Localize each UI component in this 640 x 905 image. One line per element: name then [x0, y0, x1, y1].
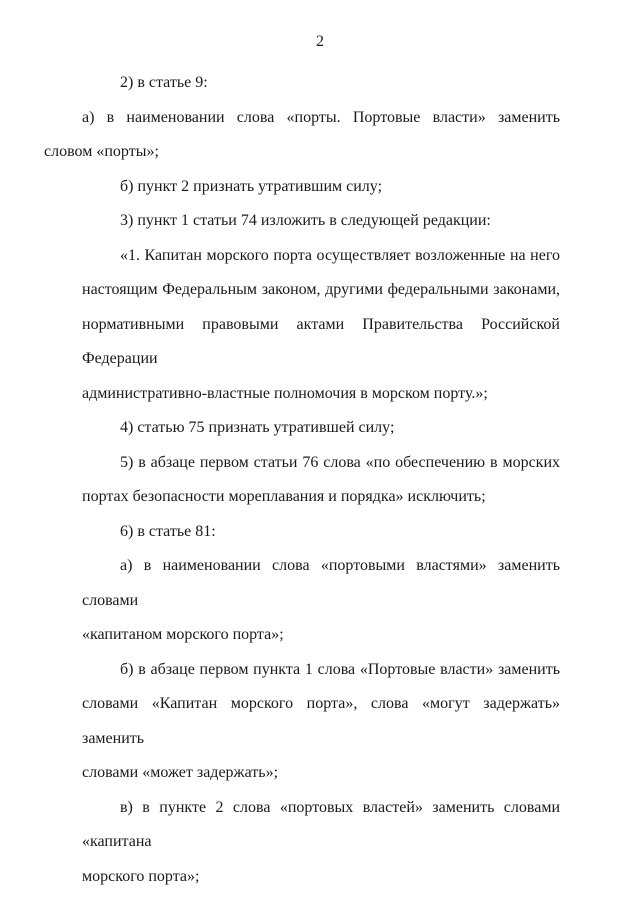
text-line: 6) в статье 81:	[120, 522, 216, 540]
text-line: в) в пункте 2 слова «портовых властей» заменить словами «капитана	[82, 798, 560, 850]
text-line: «1. Капитан морского порта осуществляет возложенные на него	[120, 246, 560, 264]
paragraph-article-74-text	[82, 239, 560, 412]
text-line: словом «порты»;	[44, 143, 159, 160]
text-line: б) пункт 2 признать утратившим силу;	[120, 177, 383, 195]
text-line: словами «может задержать»;	[82, 764, 279, 781]
paragraph-article-9-a	[44, 101, 560, 170]
text-line: морского порта»;	[82, 867, 200, 885]
text-line: словами «Капитан морского порта», слова «могут задержать» заменить	[82, 695, 560, 747]
paragraph-article-81-v	[82, 791, 560, 895]
text-line: «капитаном морского порта»;	[82, 626, 284, 643]
paragraph-article-75	[82, 411, 560, 446]
paragraph-article-81-a	[82, 549, 560, 653]
text-line: а) в наименовании слова «портовыми властями» заменить словами	[82, 557, 560, 609]
paragraph-article-81-b	[82, 653, 560, 791]
text-line: настоящим Федеральным законом, другими федеральными законами,	[82, 281, 560, 298]
text-line: 4) статью 75 признать утратившей силу;	[120, 419, 395, 436]
text-line: нормативными правовыми актами Правительства Российской Федерации	[82, 315, 560, 367]
paragraph-article-9-b	[82, 170, 560, 205]
text-line: б) в абзаце первом пункта 1 слова «Портовые власти» заменить	[120, 660, 560, 678]
text-line: 3) пункт 1 статьи 74 изложить в следующей редакции:	[120, 212, 491, 229]
text-line: 5) в абзаце первом статьи 76 слова «по обеспечению в морских	[120, 453, 560, 471]
text-line: 2) в статье 9:	[120, 74, 208, 91]
text-line: а) в наименовании слова «порты. Портовые власти» заменить	[82, 108, 560, 126]
document-body	[44, 66, 560, 894]
paragraph-article-9	[82, 66, 560, 101]
paragraph-article-76	[82, 446, 560, 515]
text-line: портах безопасности мореплавания и порядка» исключить;	[82, 488, 486, 505]
text-line: административно-властные полномочия в морском порту.»;	[82, 384, 488, 402]
page-number: 2	[316, 33, 324, 50]
paragraph-article-74	[82, 204, 560, 239]
paragraph-article-81	[82, 515, 560, 550]
